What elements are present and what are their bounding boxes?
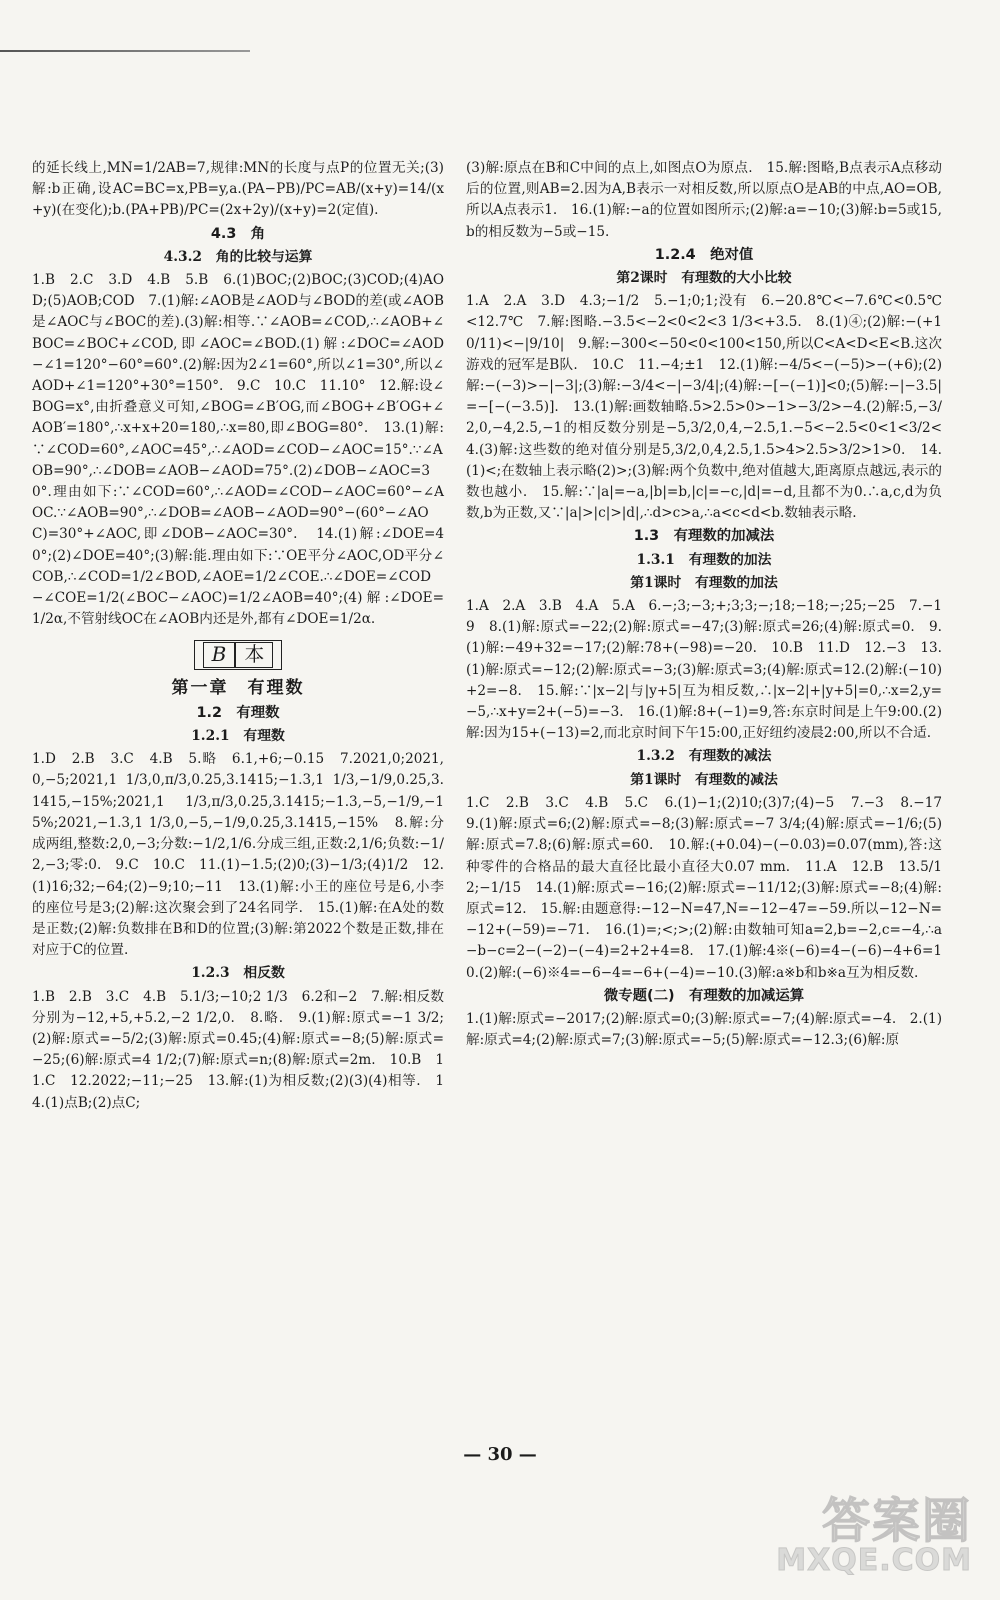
- subsection-heading: 1.2.3 相反数: [191, 965, 285, 982]
- subsection-heading: 1.3.1 有理数的加法: [636, 551, 772, 568]
- answer-paragraph: 的延长线上,MN=1/2AB=7,规律:MN的长度与点P的位置无关;(3)解:b正确,设AC=BC=x,PB=y,a.(PA−PB)/PC=AB/(x+y)=14/(x+y)(在变化);b.(PA+PB)/PC=(2x+2y)/(x+y)=2(定值).: [32, 160, 444, 219]
- section-heading: 1.2 有理数: [196, 704, 280, 721]
- subsection-heading: 4.3.2 角的比较与运算: [163, 248, 313, 265]
- answer-paragraph: 1.(1)解:原式=−2017;(2)解:原式=0;(3)解:原式=−7;(4)解:原式=−4. 2.(1)解:原式=4;(2)解:原式=7;(3)解:原式=−5;(5)解:原式=−12.3;(6)解:原: [466, 1010, 942, 1049]
- right-column: [466, 158, 956, 1051]
- watermark-text: 答案圈: [821, 1493, 972, 1549]
- section-heading: 1.2.4 绝对值: [654, 246, 754, 263]
- lesson-heading: 第1课时 有理数的减法: [630, 771, 778, 788]
- left-column: [32, 158, 444, 1114]
- subsection-heading: 1.3.2 有理数的减法: [636, 748, 772, 765]
- book-b-label: B 本: [32, 640, 444, 669]
- lesson-heading: 第1课时 有理数的加法: [630, 574, 778, 591]
- answer-paragraph: 1.B 2.B 3.C 4.B 5.1/3;−10;2 1/3 6.2和−2 7.解:相反数分别为−12,+5,+5.2,−2 1/2,0. 8.略. 9.(1)解:原式=−1 3/2;(2)解:原式=−5/2;(3)解:原式=0.45;(4)解:原式=−8;(5)解:原式=−25;(6)解:原式=4 1/2;(7)解:原式=n;(8)解:原式=2m. 10.B 11.C 12.2022;−11;−25 13.解:(1)为相反数;(2)(3)(4)相等. 14.(1)点B;(2)点C;: [32, 988, 444, 1111]
- section-heading: 4.3 角: [210, 225, 266, 242]
- special-topic-heading: 微专题(二) 有理数的加减运算: [603, 987, 805, 1004]
- chapter-title: 第一章 有理数: [171, 677, 305, 698]
- section-heading: 1.3 有理数的加减法: [633, 528, 775, 545]
- answer-paragraph: 1.A 2.A 3.D 4.3;−1/2 5.−1;0;1;没有 6.−20.8℃<−7.6℃<0.5℃<12.7℃ 7.解:图略.−3.5<−2<0<2<3 1/3<+3.5. 8.(1)④;(2)解:−(+10/11)<−|9/10| 9.解:−300<−50<0<100<150,所以C<A<D<E<B.这次游戏的冠军是B队. 10.C 11.−4;±1 12.(1)解:−4/5<−(−5)>−(+6);(2)解:−(−3)>−|−3|;(3)解:−3/4<−|−3/4|;(4)解:−[−(−1)]<0;(5)解:−|−3.5|=−[−(−3.5)]. 13.(1)解:画数轴略.5>2.5>0>−1>−3/2>−4.(2)解:5,−3/2,0,−4,2.5,−1的相反数分别是−5,3/2,0,4,−2.5,1.−5<−2.5<0<1<3/2<4.(3)解:这些数的绝对值分别是5,3/2,0,4,2.5,1.5>4>2.5>3/2>1>0. 14.(1)<;在数轴上表示略(2)>;(3)解:两个负数中,绝对值越大,距离原点越远,表示的数也越小. 15.解:∵|a|=−a,|b|=b,|c|=−c,|d|=−d,且都不为0.∴a,c,d为负数,b为正数,又∵|a|>|c|>|d|,∴d>c>a,∴a<c<d<b.数轴表示略.: [466, 293, 942, 522]
- top-rule: [0, 50, 250, 52]
- watermark-logo: [776, 1482, 972, 1578]
- answer-paragraph: 1.D 2.B 3.C 4.B 5.略 6.1,+6;−0.15 7.2021,0;2021,0,−5;2021,1 1/3,0,π/3,0.25,3.1415;−1.3,1 1/3,−1/9,0.25,3.1415,−15%;2021,1 1/3,π/3,0.25,3.1415;−1.3,−5,−1/9,−15%;2021,−1.3,1 1/3,0,−5,−1/9,0.25,3.1415,−15% 8.解:分成两组,整数:2,0,−3;分数:−1/2,1/6.分成三组,正数:2,1/6;负数:−1/2,−3;零:0. 9.C 10.C 11.(1)−1.5;(2)0;(3)−1/3;(4)1/2 12.(1)16;32;−64;(2)−9;10;−11 13.(1)解:小王的座位号是6,小李的座位号是3;(2)解:这次聚会到了24名同学. 15.(1)解:在A处的数是正数;(2)解:负数排在B和D的位置;(3)解:第2022个数是正数,排在对应于C的位置.: [32, 751, 444, 959]
- answer-paragraph: (3)解:原点在B和C中间的点上,如图点O为原点. 15.解:图略,B点表示A点移动后的位置,则AB=2.因为A,B表示一对相反数,所以原点O是AB的中点,AO=OB,所以A点表示1. 16.(1)解:−a的位置如图所示;(2)解:a=−10;(3)解:b=5或15,b的相反数为−5或−15.: [466, 160, 942, 240]
- answer-paragraph: 1.A 2.A 3.B 4.A 5.A 6.−;3;−3;+;3;3;−;18;−18;−;25;−25 7.−19 8.(1)解:原式=−22;(2)解:原式=−47;(3)解:原式=26;(4)解:原式=0. 9.(1)解:−49+32=−17;(2)解:78+(−98)=−20. 10.B 11.D 12.−3 13.(1)解:原式=−12;(2)解:原式=−3;(3)解:原式=3;(4)解:原式=12.(2)解:(−10)+2=−8. 15.解:∵|x−2|与|y+5|互为相反数,∴|x−2|+|y+5|=0,∴x=2,y=−5,∴x+y=2+(−5)=−3. 16.(1)解:8+(−1)=9,答:东京时间是上午9:00.(2)解:因为15+(−13)=2,而北京时间下午15:00,正好纽约凌晨2:00,所以不合适.: [466, 598, 942, 742]
- watermark-url: MXQE.COM: [776, 1543, 972, 1578]
- subsection-heading: 1.2.1 有理数: [191, 728, 285, 745]
- answer-paragraph: 1.B 2.C 3.D 4.B 5.B 6.(1)BOC;(2)BOC;(3)COD;(4)AOD;(5)AOB;COD 7.(1)解:∠AOB是∠AOD与∠BOD的差(或∠AOB是∠AOC与∠BOC的差).(3)解:相等.∵∠AOB=∠COD,∴∠AOB+∠BOC=∠BOC+∠COD,即∠AOC=∠BOD.(1)解:∠DOC=∠AOD−∠1=120°−60°=60°.(2)解:因为2∠1=60°,所以∠1=30°,所以∠AOD+∠1=120°+30°=150°. 9.C 10.C 11.10° 12.解:设∠BOG=x°,由折叠意义可知,∠BOG=∠B′OG,而∠BOG+∠B′OG+∠AOB′=180°,∴x+x+20=180,∴x=80,即∠BOG=80°. 13.(1)解:∵∠COD=60°,∠AOC=45°,∴∠AOD=∠COD−∠AOC=15°.∵∠AOB=90°,∴∠DOB=∠AOB−∠AOD=75°.(2)∠DOB−∠AOC=30°.理由如下:∵∠COD=60°,∴∠AOD=∠COD−∠AOC=60°−∠AOC.∵∠AOB=90°,∴∠DOB=∠AOB−∠AOD=90°−(60°−∠AOC)=30°+∠AOC,即∠DOB−∠AOC=30°. 14.(1)解:∠DOE=40°;(2)∠DOE=40°;(3)解:能.理由如下:∵OE平分∠AOC,OD平分∠COB,∴∠COD=1/2∠BOD,∠AOE=1/2∠COE.∴∠DOE=∠COD−∠COE=1/2(∠BOC−∠AOC)=1/2∠AOB=40°;(4)解:∠DOE=1/2α,不管射线OC在∠AOB内还是外,都有∠DOE=1/2α.: [32, 272, 444, 628]
- lesson-heading: 第2课时 有理数的大小比较: [616, 270, 792, 287]
- page-number: — 30 —: [463, 1444, 537, 1465]
- answer-paragraph: 1.C 2.B 3.C 4.B 5.C 6.(1)−1;(2)10;(3)7;(4)−5 7.−3 8.−17 9.(1)解:原式=6;(2)解:原式=−8;(3)解:原式=−7 3/4;(4)解:原式=−1/6;(5)解:原式=7.8;(6)解:原式=60. 10.解:(+0.04)−(−0.03)=0.07(mm),答:这种零件的合格品的最大直径比最小直径大0.07 mm. 11.A 12.B 13.5/12;−1/15 14.(1)解:原式=−16;(2)解:原式=−11/12;(3)解:原式=−8;(4)解:原式=12. 15.解:由题意得:−12−N=47,N=−12−47=−59.所以−12−N=−12+(−59)=−71. 16.(1)=;<;>;(2)解:由数轴可知a=2,b=−2,c=−4,∴a−b−c=2−(−2)−(−4)=2+2+4=8. 17.(1)解:4※(−6)=4−(−6)−4+6=10.(2)解:(−6)※4=−6−4=−6+(−4)=−10.(3)解:a※b和b※a互为相反数.: [466, 794, 956, 981]
